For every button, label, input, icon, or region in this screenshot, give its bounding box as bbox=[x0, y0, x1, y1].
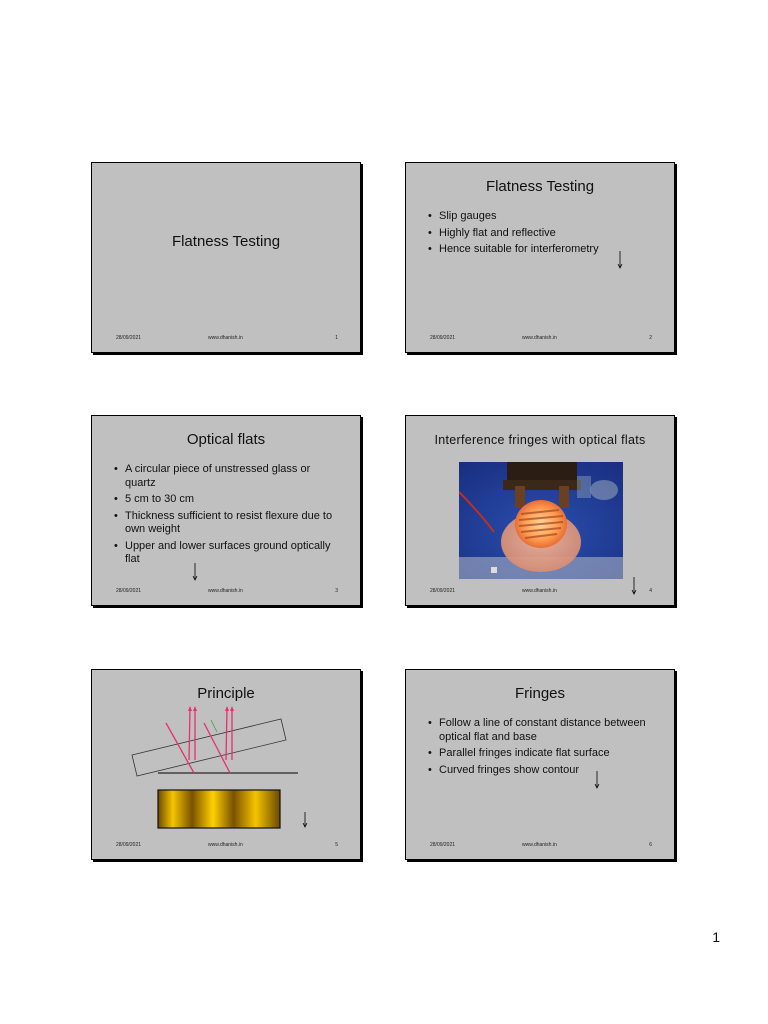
footer-site: www.dhanish.in bbox=[522, 588, 557, 594]
footer-date: 28/09/2021 bbox=[430, 335, 456, 341]
slide-3 bbox=[91, 415, 361, 606]
slide-1 bbox=[91, 162, 361, 353]
bullet-item: • Thickness sufficient to resist flexure due to own weight bbox=[114, 510, 342, 537]
footer-date: 28/09/2021 bbox=[116, 588, 142, 594]
cursor-arrow-icon bbox=[594, 771, 600, 789]
slide-title: Interference fringes with optical flats bbox=[434, 433, 646, 447]
footer-site: www.dhanish.in bbox=[208, 335, 243, 341]
slide-2 bbox=[405, 162, 675, 353]
bullet-item: • 5 cm to 30 cm bbox=[114, 493, 342, 507]
slide-number: 5 bbox=[335, 842, 338, 848]
slide-number: 1 bbox=[335, 335, 338, 341]
optical-flat-photo bbox=[459, 462, 623, 579]
footer-site: www.dhanish.in bbox=[522, 842, 557, 848]
footer-date: 28/09/2021 bbox=[430, 588, 456, 594]
bullet-item: • Hence suitable for interferometry bbox=[428, 243, 656, 257]
footer-site: www.dhanish.in bbox=[208, 588, 243, 594]
bullet-list bbox=[114, 463, 342, 570]
slide-title: Flatness Testing bbox=[485, 178, 595, 195]
slide-title: Optical flats bbox=[186, 431, 266, 448]
slide-number: 3 bbox=[335, 588, 338, 594]
bullet-item: • Upper and lower surfaces ground optically flat bbox=[114, 540, 342, 567]
slide-footer bbox=[406, 842, 674, 850]
footer-date: 28/09/2021 bbox=[116, 335, 142, 341]
footer-site: www.dhanish.in bbox=[208, 842, 243, 848]
slide-footer bbox=[406, 588, 674, 596]
cursor-arrow-icon bbox=[617, 251, 623, 269]
slide-6 bbox=[405, 669, 675, 860]
slide-5 bbox=[91, 669, 361, 860]
page-number: 1 bbox=[712, 929, 720, 945]
slide-4 bbox=[405, 415, 675, 606]
slide-title: Principle bbox=[197, 685, 255, 702]
slide-title: Fringes bbox=[514, 685, 566, 702]
bullet-list bbox=[428, 717, 656, 780]
slide-number: 2 bbox=[649, 335, 652, 341]
optical-flat bbox=[132, 719, 286, 776]
slide-title: Flatness Testing bbox=[171, 233, 281, 250]
slide-footer bbox=[92, 335, 360, 343]
slide-number: 4 bbox=[649, 588, 652, 594]
slide-footer bbox=[406, 335, 674, 343]
bullet-item: • Highly flat and reflective bbox=[428, 227, 656, 241]
footer-date: 28/09/2021 bbox=[430, 842, 456, 848]
bullet-item: • A circular piece of unstressed glass or quartz bbox=[114, 463, 342, 490]
cursor-arrow-icon bbox=[303, 812, 307, 827]
bullet-item: • Follow a line of constant distance between optical flat and base bbox=[428, 717, 656, 744]
light-rays bbox=[166, 708, 232, 773]
fringe-pattern bbox=[158, 790, 280, 828]
bullet-item: • Curved fringes show contour bbox=[428, 764, 656, 778]
slide-footer bbox=[92, 842, 360, 850]
slide-number: 6 bbox=[649, 842, 652, 848]
cursor-arrow-icon bbox=[192, 563, 198, 581]
principle-diagram bbox=[92, 670, 362, 861]
slide-footer bbox=[92, 588, 360, 596]
bullet-item: • Parallel fringes indicate flat surface bbox=[428, 747, 656, 761]
footer-date: 28/09/2021 bbox=[116, 842, 142, 848]
bullet-item: • Slip gauges bbox=[428, 210, 656, 224]
footer-site: www.dhanish.in bbox=[522, 335, 557, 341]
